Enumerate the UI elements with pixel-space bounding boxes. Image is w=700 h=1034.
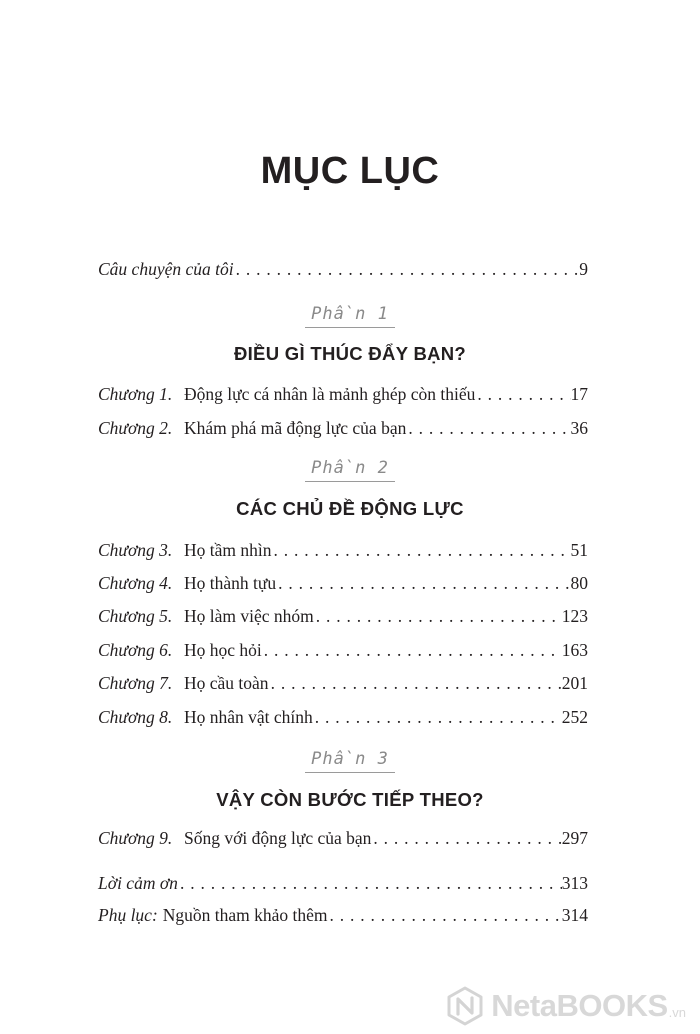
chapter-label: Chương 4. xyxy=(98,573,173,593)
chapter-label: Chương 8. xyxy=(98,707,173,727)
dot-leader xyxy=(371,828,561,849)
chapter-title: Họ tầm nhìn xyxy=(184,540,272,560)
chapter-title: Họ học hỏi xyxy=(184,640,262,660)
chapter-title: Họ cầu toàn xyxy=(184,673,269,693)
chapter-title: Động lực cá nhân là mảnh ghép còn thiếu xyxy=(184,384,476,404)
toc-page-number: 163 xyxy=(561,640,588,660)
toc-page-number: 201 xyxy=(561,673,588,693)
toc-entry-chapter-8[interactable] xyxy=(98,707,588,731)
toc-entry-title: Câu chuyện của tôi xyxy=(98,259,234,279)
dot-leader xyxy=(313,707,562,728)
toc-entry-appendix[interactable] xyxy=(98,905,588,929)
part-title-2: CÁC CHỦ ĐỀ ĐỘNG LỰC xyxy=(236,498,464,519)
watermark-suffix: .vn xyxy=(668,1005,686,1020)
toc-entry-chapter-7[interactable] xyxy=(98,673,588,697)
chapter-label: Chương 6. xyxy=(98,640,173,660)
dot-leader xyxy=(234,259,580,280)
toc-entry-acknowledgements[interactable] xyxy=(98,873,588,897)
chapter-label: Chương 9. xyxy=(98,828,173,848)
dot-leader xyxy=(276,573,570,594)
part-title-1: ĐIỀU GÌ THÚC ĐẨY BẠN? xyxy=(233,343,467,364)
toc-entry-chapter-3[interactable] xyxy=(98,540,588,564)
dot-leader xyxy=(475,384,570,405)
dot-leader xyxy=(262,640,562,661)
toc-entry-chapter-1[interactable] xyxy=(98,384,588,408)
watermark-text: NetaBOOKS xyxy=(491,988,668,1023)
chapter-title: Sống với động lực của bạn xyxy=(184,828,372,848)
part-label-1: Phần 1 xyxy=(0,304,700,328)
toc-entry-chapter-5[interactable] xyxy=(98,606,588,630)
chapter-label: Chương 3. xyxy=(98,540,173,560)
chapter-title: Họ nhân vật chính xyxy=(184,707,313,727)
toc-page-number: 80 xyxy=(570,573,588,593)
entry-label: Lời cảm ơn xyxy=(98,873,178,893)
dot-leader xyxy=(314,606,562,627)
toc-entry-chapter-6[interactable] xyxy=(98,640,588,664)
chapter-title: Khám phá mã động lực của bạn xyxy=(184,418,407,438)
toc-entry-chapter-2[interactable] xyxy=(98,418,588,442)
dot-leader xyxy=(178,873,562,894)
toc-page-number: 252 xyxy=(561,707,588,727)
entry-label: Phụ lục: xyxy=(98,905,158,925)
chapter-title: Họ làm việc nhóm xyxy=(184,606,314,626)
watermark xyxy=(445,986,686,1026)
chapter-label: Chương 2. xyxy=(98,418,173,438)
chapter-label: Chương 1. xyxy=(98,384,173,404)
page-title: MỤC LỤC xyxy=(260,150,440,192)
dot-leader xyxy=(406,418,570,439)
chapter-title: Họ thành tựu xyxy=(184,573,277,593)
toc-entry-intro[interactable] xyxy=(98,259,588,283)
dot-leader xyxy=(272,540,571,561)
toc-page-number: 9 xyxy=(579,259,588,279)
netabooks-logo-icon xyxy=(445,986,485,1026)
toc-entry-chapter-4[interactable] xyxy=(98,573,588,597)
part-title-3: VẬY CÒN BƯỚC TIẾP THEO? xyxy=(216,789,484,810)
part-label-3: Phần 3 xyxy=(0,749,700,773)
chapter-label: Chương 7. xyxy=(98,673,173,693)
toc-page-number: 17 xyxy=(570,384,588,404)
toc-page-number: 123 xyxy=(561,606,588,626)
toc-page-number: 314 xyxy=(561,905,588,925)
part-label-2: Phần 2 xyxy=(0,458,700,482)
chapter-label: Chương 5. xyxy=(98,606,173,626)
toc-page-number: 51 xyxy=(570,540,588,560)
toc-page-number: 297 xyxy=(561,828,588,848)
entry-title: Nguồn tham khảo thêm xyxy=(162,905,328,925)
toc-page-number: 313 xyxy=(561,873,588,893)
toc-entry-chapter-9[interactable] xyxy=(98,828,588,852)
dot-leader xyxy=(269,673,562,694)
dot-leader xyxy=(328,905,562,926)
toc-page-number: 36 xyxy=(570,418,588,438)
